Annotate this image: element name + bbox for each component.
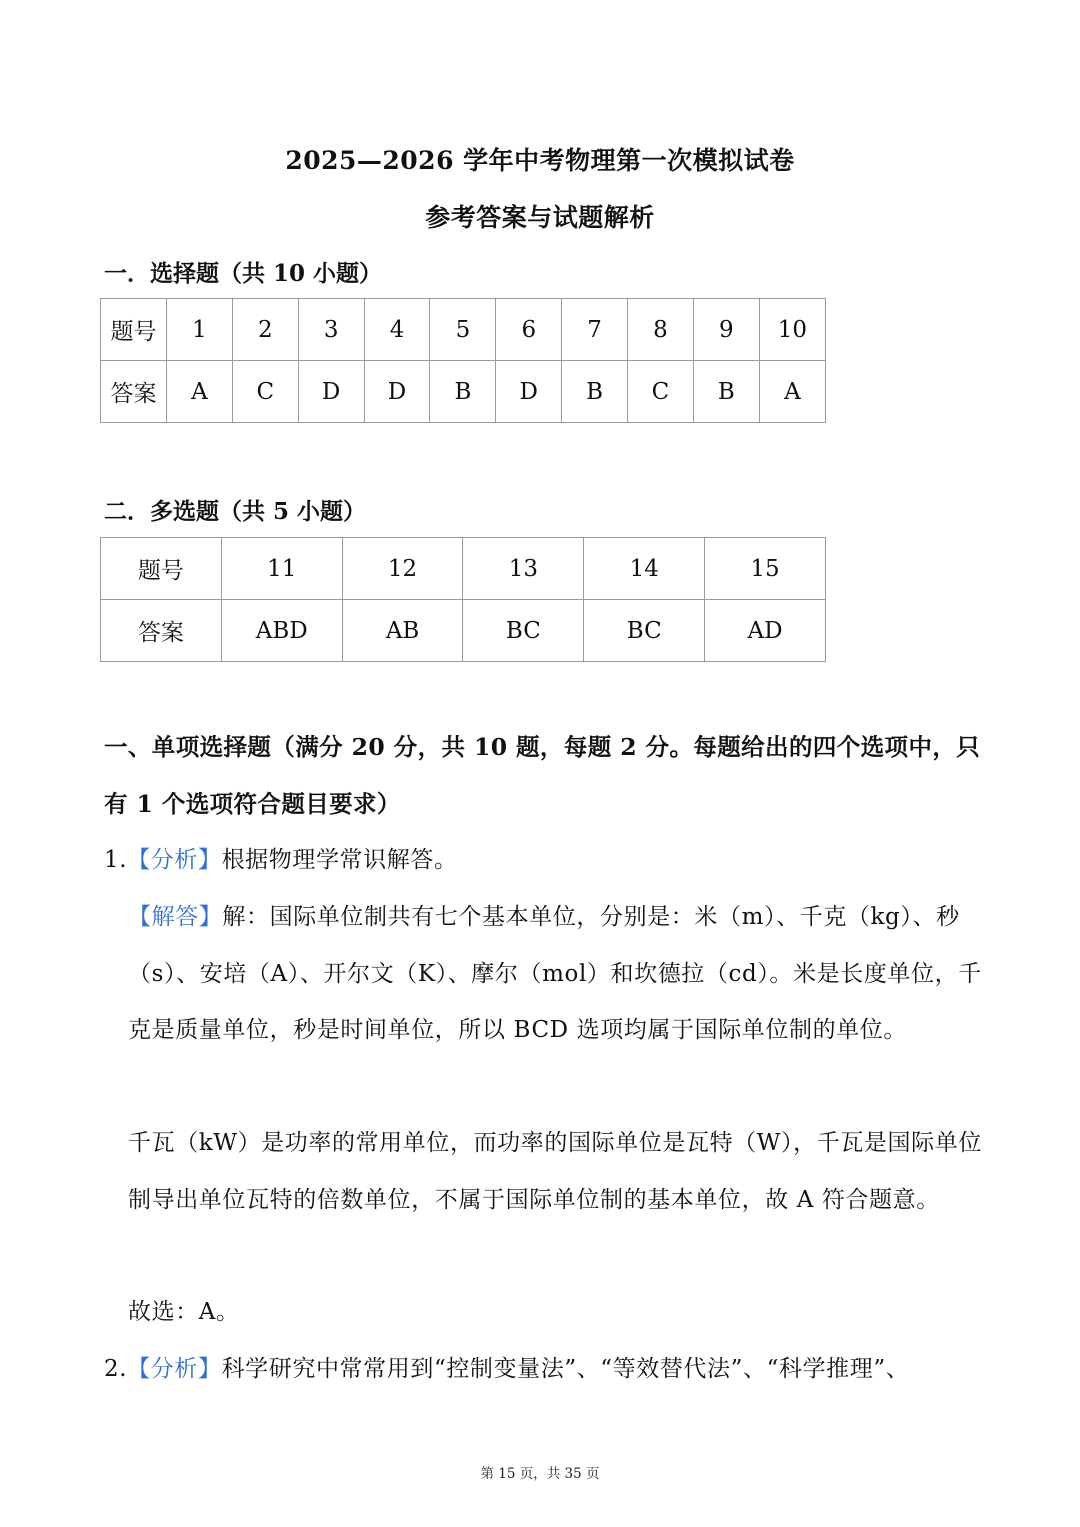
single-choice-answer-table <box>100 298 826 423</box>
question-number: 13 <box>463 538 584 600</box>
answer-text: 解：国际单位制共有七个基本单位，分别是：米（m）、千克（kg）、秒（s）、安培（A）、开尔文（K）、摩尔（mol）和坎德拉（cd）。米是长度单位，千克是质量单位，秒是时间单位，所以 BCD 选项均属于国际单位制的单位。 <box>128 904 982 1043</box>
analysis-text: 根据物理学常识解答。 <box>221 847 458 873</box>
question-1-choice: 故选：A。 <box>128 1299 240 1325</box>
question-number: 8 <box>628 299 694 361</box>
question-number: 5 <box>430 299 496 361</box>
multi-choice-answer-table <box>100 537 826 662</box>
question-number: 7 <box>562 299 628 361</box>
answer-cell: B <box>430 361 496 423</box>
page-footer: 第 15 页，共 35 页 <box>480 1466 600 1482</box>
row-label: 答案 <box>101 600 222 662</box>
question-number: 2. <box>104 1356 128 1382</box>
question-number: 2 <box>232 299 298 361</box>
answer-cell: ABD <box>221 600 342 662</box>
question-number: 1 <box>166 299 232 361</box>
answer-cell: AD <box>705 600 826 662</box>
table-row-answers <box>101 361 826 423</box>
section-1-heading: 一．选择题（共 10 小题） <box>104 260 383 287</box>
part-1-heading: 一、单项选择题（满分 20 分，共 10 题，每题 2 分。每题给出的四个选项中，只有 1 个选项符合题目要求） <box>104 733 981 818</box>
table-row-answers <box>101 600 826 662</box>
answer-cell: BC <box>584 600 705 662</box>
question-number: 6 <box>496 299 562 361</box>
table-row-questions <box>101 299 826 361</box>
answer-tag: 【解答】 <box>128 904 223 930</box>
answer-cell: A <box>166 361 232 423</box>
section-2-heading: 二．多选题（共 5 小题） <box>104 498 367 525</box>
question-number: 15 <box>705 538 826 600</box>
table-row-questions <box>101 538 826 600</box>
answer-cell: BC <box>463 600 584 662</box>
row-label: 题号 <box>101 299 167 361</box>
question-number: 3 <box>298 299 364 361</box>
row-label: 答案 <box>101 361 167 423</box>
answer-cell: B <box>562 361 628 423</box>
analysis-tag: 【分析】 <box>127 847 222 873</box>
question-1-paragraph-2: 千瓦（kW）是功率的常用单位，而功率的国际单位是瓦特（W），千瓦是国际单位制导出单位瓦特的倍数单位，不属于国际单位制的基本单位，故 A 符合题意。 <box>128 1130 982 1213</box>
question-number: 9 <box>693 299 759 361</box>
page-subtitle: 参考答案与试题解析 <box>425 203 655 232</box>
question-1-answer <box>128 889 988 1059</box>
row-label: 题号 <box>101 538 222 600</box>
question-number: 1. <box>104 847 128 873</box>
question-number: 14 <box>584 538 705 600</box>
answer-cell: D <box>298 361 364 423</box>
analysis-tag: 【分析】 <box>127 1356 222 1382</box>
question-number: 11 <box>221 538 342 600</box>
question-1-analysis <box>104 832 458 889</box>
page-title: 2025—2026 学年中考物理第一次模拟试卷 <box>285 146 795 175</box>
answer-cell: B <box>693 361 759 423</box>
answer-cell: AB <box>342 600 463 662</box>
answer-cell: D <box>496 361 562 423</box>
answer-cell: C <box>628 361 694 423</box>
analysis-text: 科学研究中常常用到“控制变量法”、“等效替代法”、“科学推理”、 <box>221 1356 910 1382</box>
question-2-analysis <box>104 1341 1004 1398</box>
question-number: 12 <box>342 538 463 600</box>
answer-cell: D <box>364 361 430 423</box>
answer-cell: C <box>232 361 298 423</box>
question-number: 4 <box>364 299 430 361</box>
question-number: 10 <box>759 299 825 361</box>
answer-cell: A <box>759 361 825 423</box>
